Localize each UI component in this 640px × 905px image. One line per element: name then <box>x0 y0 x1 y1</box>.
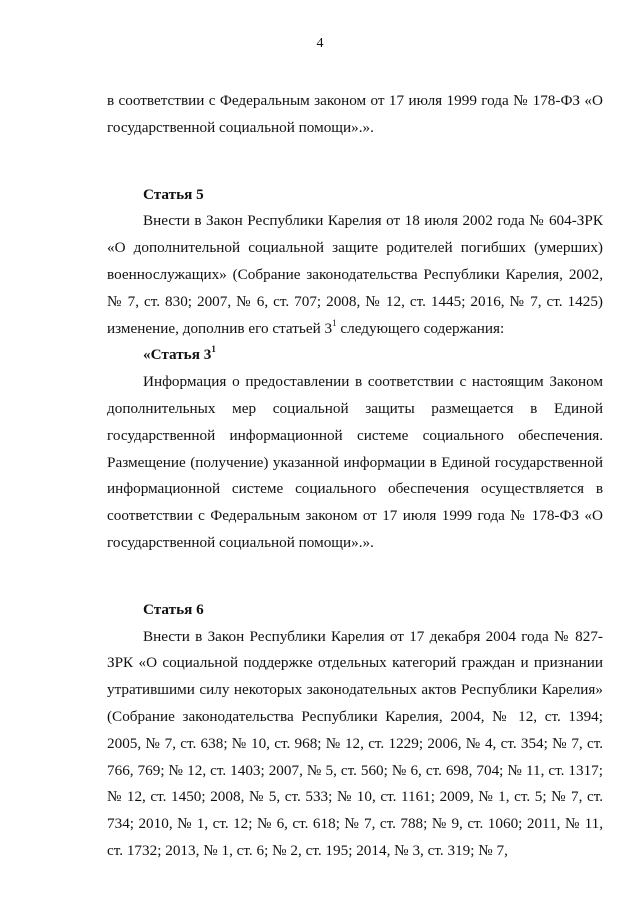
article-5-body-superscript: 1 <box>332 317 337 328</box>
inserted-article-heading <box>107 342 603 369</box>
inserted-article-heading-text: «Статья 3 <box>143 346 212 364</box>
page-number: 4 <box>316 36 324 51</box>
article-5-heading: Статья 5 <box>143 185 204 203</box>
inserted-article-text: Информация о предоставлении в соответствии с настоящим Законом дополнительных мер социальной защиты размещается в Единой государственной информационной системе социального обеспечения. Размещение (получение) указанной информации в Единой государственной информационной системе социального обеспечения осуществляется в соответствии с Федеральным законом от 17 июля 1999 года № 178-ФЗ «О государственной социальной помощи».». <box>107 373 603 551</box>
article-5-body-main: Внести в Закон Республики Карелия от 18 июля 2002 года № 604-ЗРК «О дополнительной социальной защите родителей погибших (умерших) военнослужащих» (Собрание законодательства Республики Карелия, 2002, № 7, ст. 830; 2007, № 6, ст. 707; 2008, № 12, ст. 1445; 2016, № 7, ст. 1425) изменение, дополнив его статьей 3 <box>107 212 603 337</box>
article-5-body <box>107 208 603 342</box>
article-6-body: Внести в Закон Республики Карелия от 17 декабря 2004 года № 827-ЗРК «О социальной поддержке отдельных категорий граждан и признании утратившими силу некоторых законодательных актов Республики Карелия» (Собрание законодательства Республики Карелия, 2004, № 12, ст. 1394; 2005, № 7, ст. 638; № 10, ст. 968; № 12, ст. 1229; 2006, № 4, ст. 354; № 7, ст. 766, 769; № 12, ст. 1403; 2007, № 5, ст. 560; № 6, ст. 698, 704; № 11, ст. 1317; № 12, ст. 1450; 2008, № 5, ст. 533; № 10, ст. 1161; 2009, № 1, ст. 5; № 7, ст. 734; 2010, № 1, ст. 12; № 6, ст. 618; № 7, ст. 788; № 9, ст. 1060; 2011, № 11, ст. 1732; 2013, № 1, ст. 6; № 2, ст. 195; 2014, № 3, ст. 319; № 7, <box>107 627 603 859</box>
inserted-article-heading-superscript: 1 <box>211 344 216 355</box>
intro-paragraph: в соответствии с Федеральным законом от 17 июля 1999 года № 178-ФЗ «О государственной социальной помощи».». <box>107 92 603 136</box>
document-body <box>107 88 603 865</box>
article-5-body-tail: следующего содержания: <box>336 319 505 337</box>
article-6-heading: Статья 6 <box>143 600 204 618</box>
